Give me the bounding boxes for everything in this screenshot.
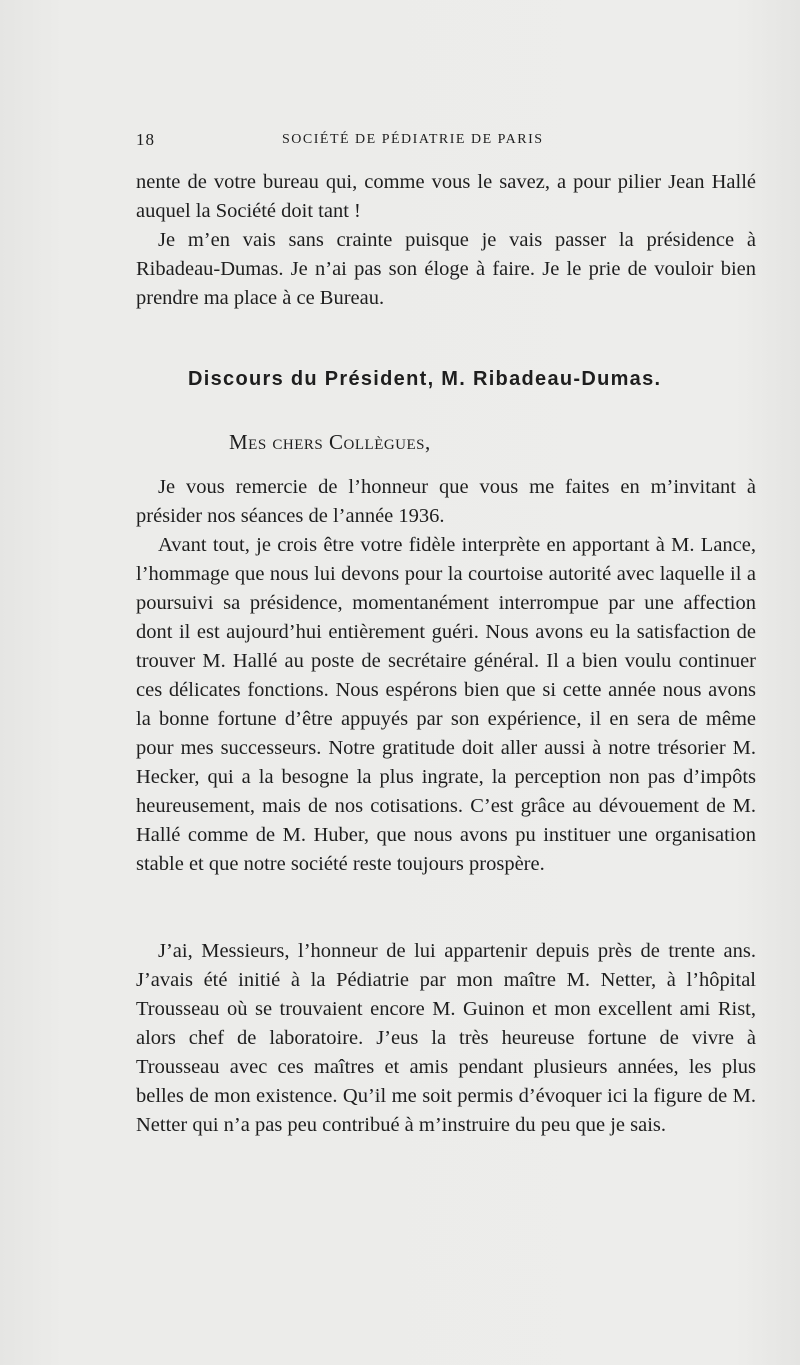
- continuation-paragraph: nente de votre bureau qui, comme vous le savez, a pour pilier Jean Hallé auquel la Société doit tant !: [136, 171, 756, 222]
- page-number: 18: [136, 130, 155, 149]
- closing-paragraph: Je m’en vais sans crainte puisque je vais passer la présidence à Ribadeau-Dumas. Je n’ai pas son éloge à faire. Je le prie de vouloir bien prendre ma place à ce Bureau.: [136, 229, 756, 309]
- body-paragraph: J’ai, Messieurs, l’honneur de lui appartenir depuis près de trente ans. J’avais été initié à la Pédiatrie par mon maître M. Netter, à l’hôpital Trousseau où se trouvaient encore M. Guinon et mon excellent ami Rist, alors chef de laboratoire. J’eus la très heureuse fortune de vivre à Trousseau avec ces maîtres et amis pendant plusieurs années, les plus belles de mon existence. Qu’il me soit permis d’évoquer ici la figure de M. Netter qui n’a pas peu contribué à m’instruire du peu que je sais.: [136, 940, 756, 1136]
- running-head: SOCIÉTÉ DE PÉDIATRIE DE PARIS: [282, 132, 544, 147]
- page-header: [136, 130, 756, 152]
- body-paragraph: Je vous remercie de l’honneur que vous me faites en m’invitant à présider nos séances de l’année 1936.: [136, 476, 756, 527]
- section-title: Discours du Président, M. Ribadeau-Dumas.: [188, 368, 662, 390]
- body-paragraph: Avant tout, je crois être votre fidèle interprète en apportant à M. Lance, l’hommage que nous lui devons pour la courtoise autorité avec laquelle il a poursuivi sa présidence, momentanément interrompue par une affection dont il est aujourd’hui entièrement guéri. Nous avons eu la satisfaction de trouver M. Hallé au poste de secrétaire général. Il a bien voulu continuer ces délicates fonctions. Nous espérons bien que si cette année nous avons la bonne fortune d’être appuyés par son expérience, il en sera de même pour mes successeurs. Notre gratitude doit aller aussi à notre trésorier M. Hecker, qui a la besogne la plus ingrate, la perception non pas d’impôts heureusement, mais de nos cotisations. C’est grâce au dévouement de M. Hallé comme de M. Huber, que nous avons pu instituer une organisation stable et que notre société reste toujours prospère.: [136, 534, 756, 875]
- salutation: Mes chers Collègues,: [229, 430, 431, 454]
